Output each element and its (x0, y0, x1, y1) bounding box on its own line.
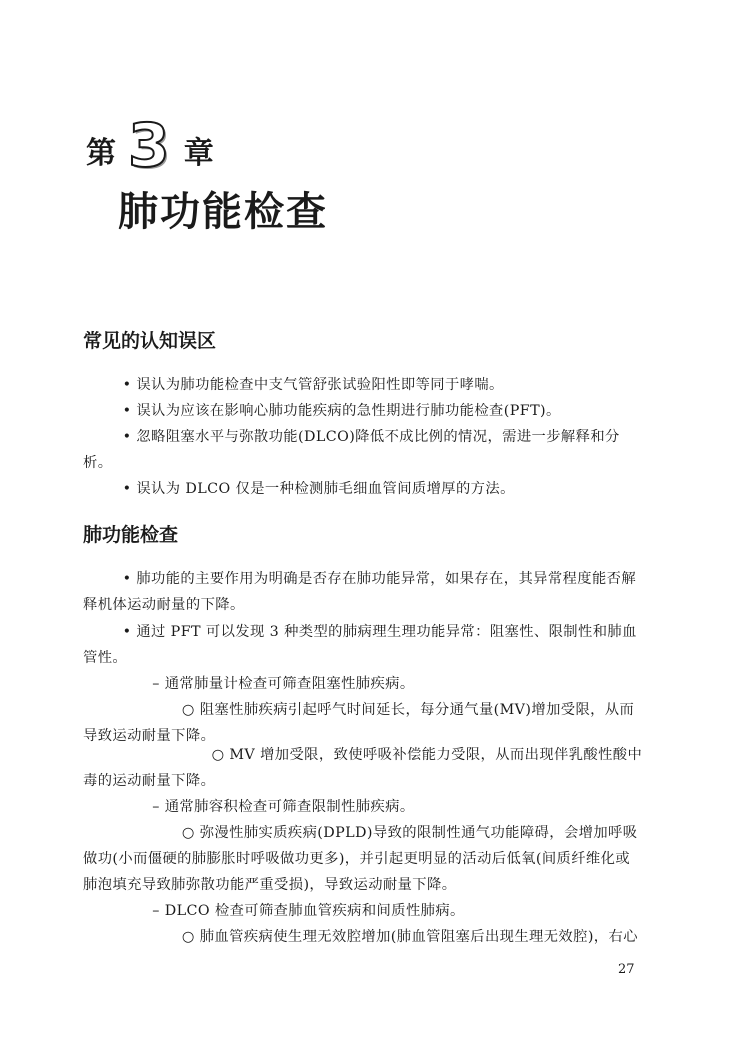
misconception-item: • 误认为肺功能检查中支气管舒张试验阳性即等同于哮喘。 (83, 377, 504, 393)
chapter-title: 肺功能检查 (118, 189, 328, 235)
body-paragraph: – 通常肺量计检查可筛查阻塞性肺疾病。 (83, 676, 415, 692)
body-paragraph: • 肺功能的主要作用为明确是否存在肺功能异常，如果存在，其异常程度能否解释机体运动耐量的下降。 (83, 571, 637, 613)
body-paragraph: ○ 弥漫性肺实质疾病(DPLD)导致的限制性通气功能障碍，会增加呼吸做功(小而僵硬的肺膨胀时呼吸做功更多)，并引起更明显的活动后低氧(间质纤维化或肺泡填充导致肺弥散功能严重受损)，导致运动耐量下降。 (83, 825, 638, 893)
section-heading-pft: 肺功能检查 (83, 524, 179, 546)
body-paragraph: ○ MV 增加受限，致使呼吸补偿能力受限，从而出现伴乳酸性酸中毒的运动耐量下降。 (83, 747, 643, 789)
body-paragraph: – 通常肺容积检查可筛查限制性肺疾病。 (83, 799, 415, 815)
body-paragraph: ○ 肺血管疾病使生理无效腔增加(肺血管阻塞后出现生理无效腔)，右心 (83, 929, 638, 945)
page-number: 27 (618, 962, 635, 977)
misconception-item: • 误认为 DLCO 仅是一种检测肺毛细血管间质增厚的方法。 (83, 481, 515, 497)
misconception-item: • 忽略阻塞水平与弥散功能(DLCO)降低不成比例的情况，需进一步解释和分析。 (83, 429, 620, 471)
chapter-suffix: 章 (183, 136, 214, 171)
body-paragraph: • 通过 PFT 可以发现 3 种类型的肺病理生理功能异常：阻塞性、限制性和肺血管性。 (83, 624, 637, 666)
misconception-item: • 误认为应该在影响心肺功能疾病的急性期进行肺功能检查(PFT)。 (83, 403, 561, 419)
body-paragraph: – DLCO 检查可筛查肺血管疾病和间质性肺病。 (83, 903, 465, 919)
section-heading-misconceptions: 常见的认知误区 (83, 330, 217, 352)
chapter-number: 3 (128, 111, 170, 181)
chapter-prefix: 第 (86, 136, 116, 171)
body-paragraph: ○ 阻塞性肺疾病引起呼气时间延长，每分通气量(MV)增加受限，从而导致运动耐量下降。 (83, 702, 635, 744)
chapter-label (86, 111, 214, 181)
